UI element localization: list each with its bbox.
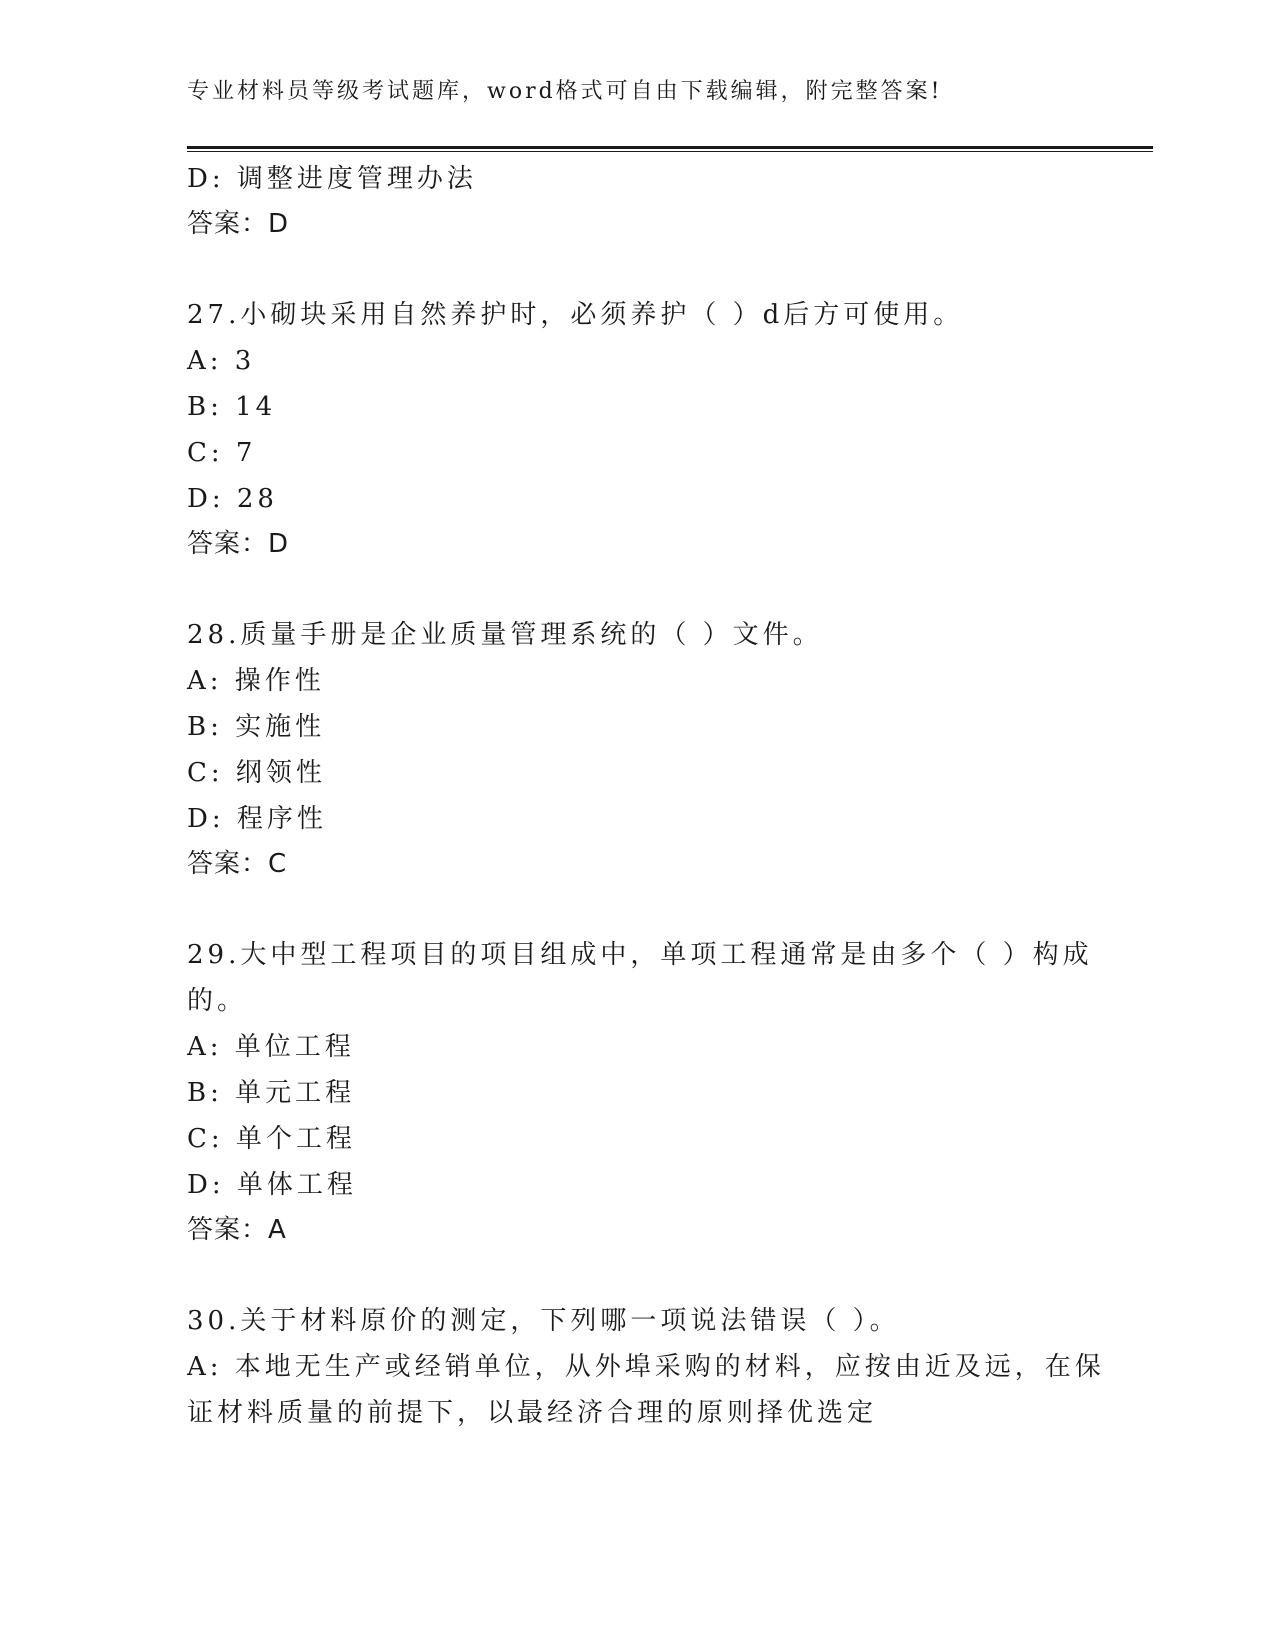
question-stem: 28.质量手册是企业质量管理系统的（ ）文件。	[187, 620, 823, 650]
question-27	[187, 292, 1087, 566]
prev-answer: 答案：D	[187, 209, 290, 239]
option-d: D: 28	[187, 484, 278, 514]
option-a: A: 操作性	[187, 666, 325, 696]
option-a: A: 单位工程	[187, 1032, 355, 1062]
spacer	[187, 886, 1087, 932]
option-a-line-2: 证材料质量的前提下，以最经济合理的原则择优选定	[187, 1398, 878, 1428]
header-divider	[187, 146, 1153, 152]
question-stem: 30.关于材料原价的测定，下列哪一项说法错误（ ）。	[187, 1306, 900, 1336]
answer: 答案：A	[187, 1215, 287, 1245]
option-a-line-1: A: 本地无生产或经销单位，从外埠采购的材料，应按由近及远，在保	[187, 1352, 1105, 1382]
question-stem-line-1: 29.大中型工程项目的项目组成中，单项工程通常是由多个（ ）构成	[187, 940, 1093, 970]
option-c: C: 7	[187, 438, 257, 468]
question-stem-line-2: 的。	[187, 986, 248, 1016]
option-c: C: 纲领性	[187, 758, 326, 788]
spacer	[187, 1252, 1087, 1298]
option-c: C: 单个工程	[187, 1124, 356, 1154]
option-d: D: 程序性	[187, 804, 327, 834]
page-header: 专业材料员等级考试题库，word格式可自由下载编辑，附完整答案!	[187, 79, 943, 104]
option-b: B: 单元工程	[187, 1078, 356, 1108]
question-28	[187, 612, 1087, 886]
answer: 答案：D	[187, 529, 290, 559]
spacer	[187, 566, 1087, 612]
question-stem: 27.小砌块采用自然养护时，必须养护（ ）d后方可使用。	[187, 300, 964, 330]
document-body	[187, 156, 1105, 1436]
prev-option-d: D: 调整进度管理办法	[187, 164, 477, 194]
question-30	[187, 1298, 1105, 1436]
option-a: A: 3	[187, 346, 256, 376]
spacer	[187, 246, 1087, 292]
answer: 答案：C	[187, 849, 288, 879]
question-29	[187, 932, 1093, 1252]
option-b: B: 14	[187, 392, 277, 422]
option-b: B: 实施性	[187, 712, 326, 742]
option-d: D: 单体工程	[187, 1170, 357, 1200]
